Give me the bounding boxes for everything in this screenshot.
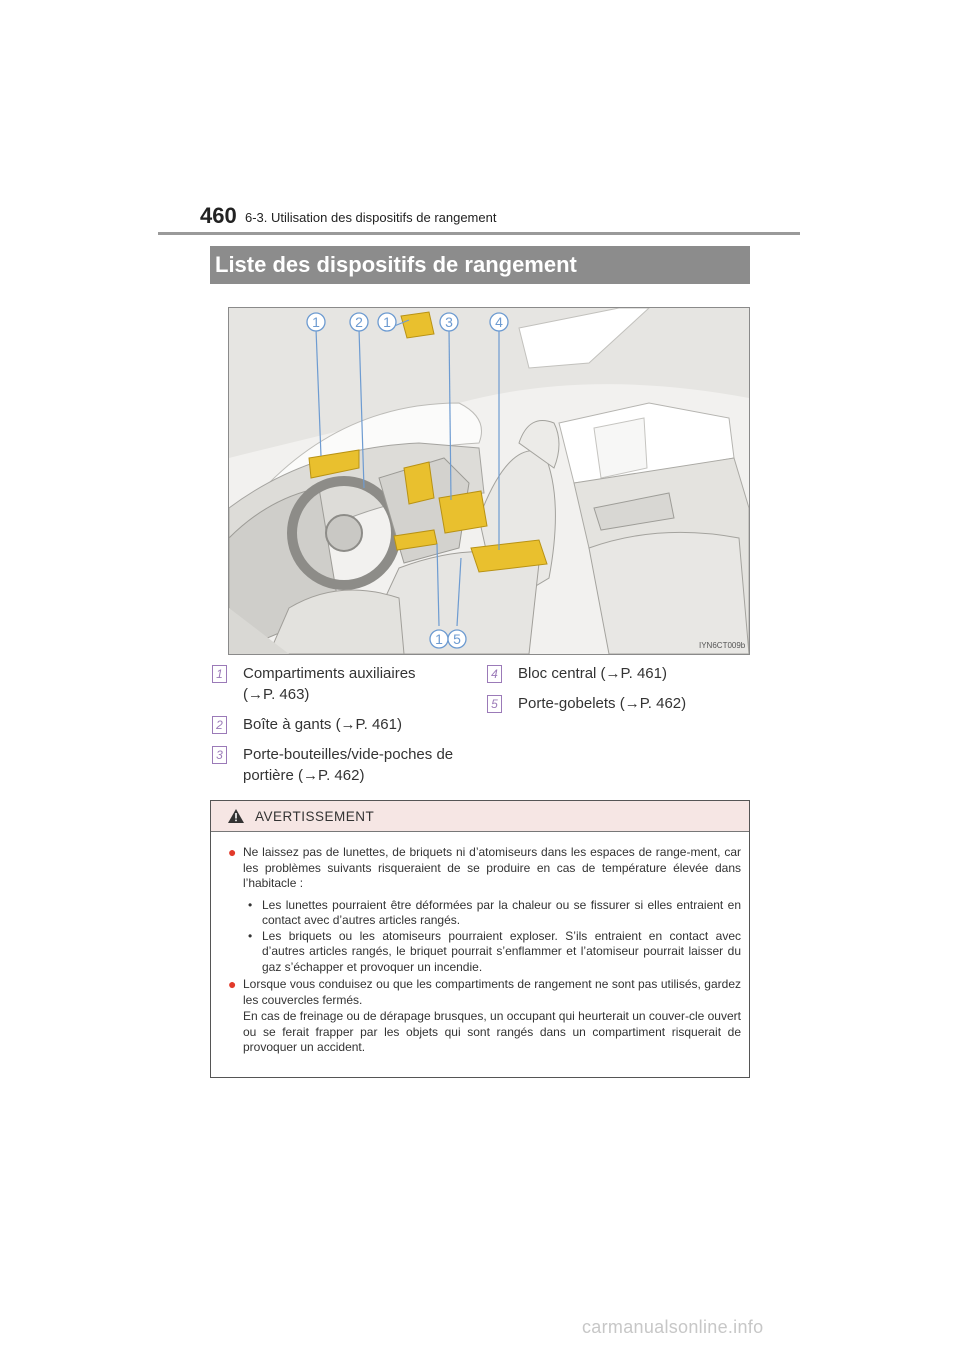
warning-header (211, 801, 749, 832)
legend-label: Boîte à gants (→P. 461) (243, 716, 402, 733)
callout-5: 5 (453, 631, 461, 647)
legend-number: 4 (487, 665, 502, 683)
warning-bullet (228, 844, 741, 892)
section-title: Liste des dispositifs de rangement (210, 246, 750, 284)
bullet-icon: ● (228, 976, 237, 992)
warning-para: En cas de freinage ou de dérapage brusques, un occupant qui heurterait un couver-cle ouvert ou se ferait frapper par les objets qui sont rangés dans un compartiment risquerait de provoquer un accident. (243, 1009, 741, 1054)
legend-label: Porte-bouteilles/vide-poches de (243, 746, 454, 763)
legend-ref: portière (→P. 462) (243, 767, 365, 784)
legend-label: Compartiments auxiliaires (243, 665, 416, 682)
warning-bullet (228, 976, 741, 1008)
header-divider (158, 232, 800, 235)
figure-code: IYN6CT009b (699, 641, 746, 650)
callout-1a: 1 (312, 314, 320, 330)
callout-1c: 1 (435, 631, 443, 647)
legend-number: 5 (487, 695, 502, 713)
legend-label: Bloc central (→P. 461) (518, 665, 667, 682)
warning-para: Lorsque vous conduisez ou que les compartiments de rangement ne sont pas utilisés, gardez les couvercles fermés. (243, 977, 741, 1007)
warning-title: AVERTISSEMENT (255, 809, 375, 824)
warning-sub-item (232, 929, 741, 976)
legend-right (487, 663, 747, 723)
page-number: 460 (200, 203, 237, 228)
bullet-icon: ● (228, 844, 237, 860)
callout-4: 4 (495, 314, 503, 330)
legend-item (487, 693, 747, 714)
legend-number: 3 (212, 746, 227, 764)
callout-2: 2 (355, 314, 363, 330)
warning-sub-text: Les briquets ou les atomiseurs pourraient exploser. S’ils entraient en contact avec d’autres articles rangés, le briquet pourrait s’enflammer et l’atomiseur pourrait laisser du gaz s’échapper et provoquer un incendie. (262, 928, 741, 974)
car-interior-illustration (228, 307, 750, 655)
legend-item (212, 744, 472, 786)
legend-number: 1 (212, 665, 227, 683)
callout-3: 3 (445, 314, 453, 330)
sub-bullet-icon: • (248, 928, 253, 943)
callout-1b: 1 (383, 314, 391, 330)
legend-number: 2 (212, 716, 227, 734)
watermark: carmanualsonline.info (582, 1317, 764, 1337)
legend-item (212, 714, 472, 735)
warning-body (211, 832, 749, 1056)
warning-sub-text: Les lunettes pourraient être déformées par la chaleur ou se fissurer si elles entraient en contact avec d’autres articles rangés. (262, 897, 741, 927)
legend-ref: (→P. 463) (243, 686, 310, 703)
legend-label: Porte-gobelets (→P. 462) (518, 695, 687, 712)
warning-box (210, 800, 750, 1078)
warning-para: Ne laissez pas de lunettes, de briquets ni d’atomiseurs dans les espaces de range-ment, car les problèmes suivants risqueraient de se produire en cas de température élevée dans l’habitacle : (243, 845, 741, 890)
legend-left (212, 663, 472, 795)
legend-item (487, 663, 747, 684)
sub-bullet-icon: • (248, 897, 253, 912)
warning-triangle-icon (228, 809, 244, 826)
warning-sub-item (232, 898, 741, 929)
chapter-heading: 6-3. Utilisation des dispositifs de rangement (245, 210, 497, 225)
legend-item (212, 663, 472, 705)
